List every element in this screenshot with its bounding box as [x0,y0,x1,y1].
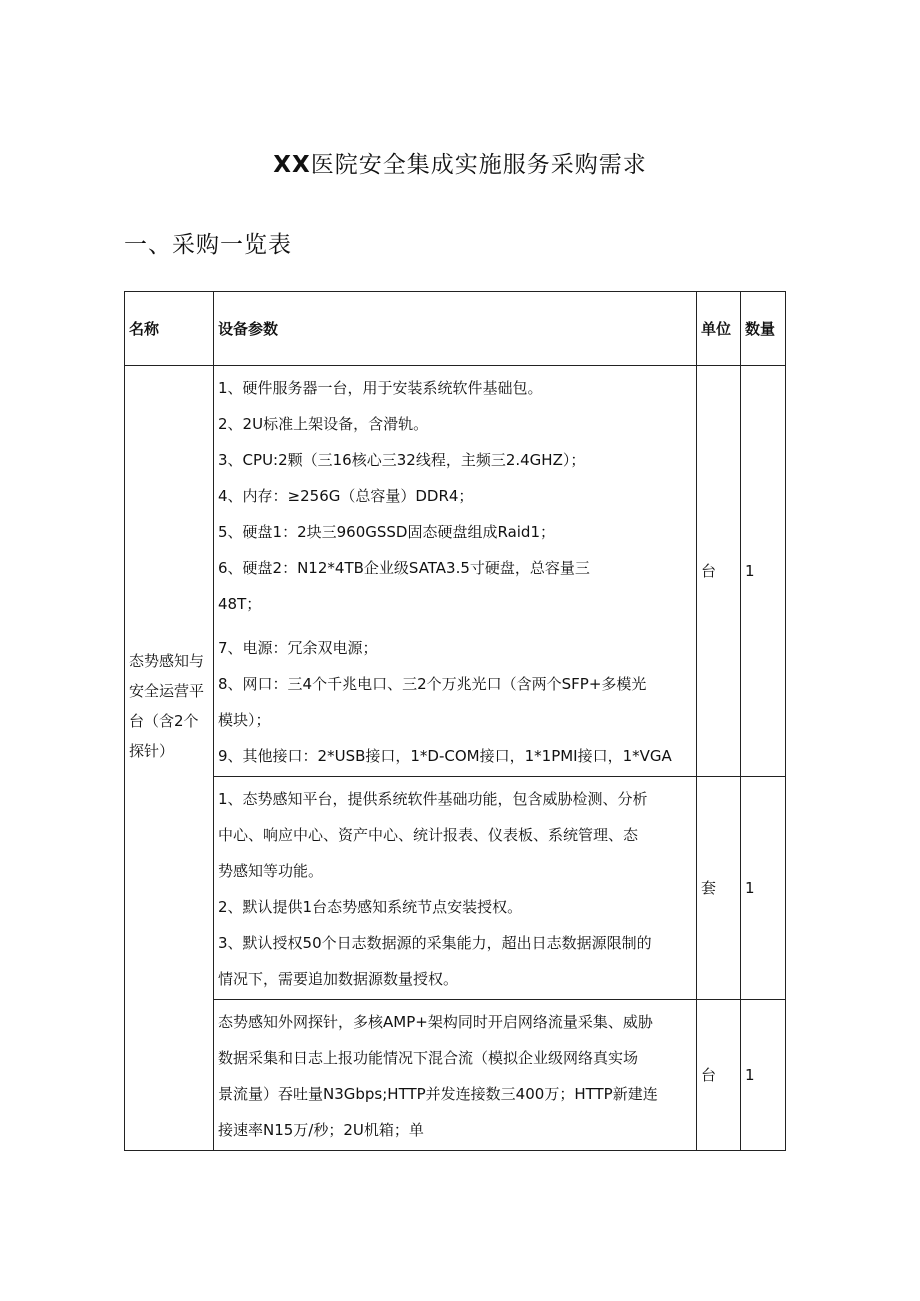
param-line: 中心、响应中心、资产中心、统计报表、仪表板、系统管理、态 [218,826,639,844]
header-row [125,292,786,366]
header-name: 名称 [125,292,214,366]
document-title [0,146,920,179]
title-text: 医院安全集成实施服务采购需求 [310,152,647,178]
param-line: 1、态势感知平台，提供系统软件基础功能，包含威胁检测、分析 [218,790,648,808]
unit-cell: 台 [697,366,741,777]
param-line: 模块）； [218,711,271,729]
param-line: 7、电源：冗余双电源； [218,639,378,657]
table-row [125,366,786,777]
param-line: 数据采集和日志上报功能情况下混合流（模拟企业级网络真实场 [218,1049,639,1067]
qty-cell: 1 [741,777,786,1000]
param-line: 情况下，需要追加数据源数量授权。 [218,970,459,988]
params-cell [214,366,697,777]
header-params: 设备参数 [214,292,697,366]
param-line: 3、默认授权50个日志数据源的采集能力，超出日志数据源限制的 [218,934,652,952]
header-qty: 数量 [741,292,786,366]
group-name-cell: 态势感知与安全运营平台（含2个探针） [125,366,214,1151]
param-line: 景流量）吞吐量N3Gbps;HTTP并发连接数三400万；HTTP新建连 [218,1085,658,1103]
table-row [125,777,786,1000]
param-line: 6、硬盘2：N12*4TB企业级SATA3.5寸硬盘，总容量三 [218,559,590,577]
param-line: 势感知等功能。 [218,862,324,880]
header-unit: 单位 [697,292,741,366]
params-cell [214,1000,697,1151]
procurement-table [124,291,786,1151]
param-line: 2、2U标准上架设备，含滑轨。 [218,415,429,433]
qty-cell: 1 [741,366,786,777]
title-prefix: XX [273,152,311,178]
qty-cell: 1 [741,1000,786,1151]
param-line: 1、硬件服务器一台，用于安装系统软件基础包。 [218,379,543,397]
unit-cell: 套 [697,777,741,1000]
params-cell [214,777,697,1000]
param-line: 态势感知外网探针，多核AMP+架构同时开启网络流量采集、威胁 [218,1013,653,1031]
table-row [125,1000,786,1151]
param-line: 48T； [218,595,262,613]
section-heading: 一、采购一览表 [124,232,292,258]
param-line: 4、内存：≥256G（总容量）DDR4； [218,487,474,505]
param-line: 8、网口：三4个千兆电口、三2个万兆光口（含两个SFP+多模光 [218,675,647,693]
param-line: 3、CPU:2颗（三16核心三32线程，主频三2.4GHZ）； [218,451,586,469]
param-line: 2、默认提供1台态势感知系统节点安装授权。 [218,898,523,916]
param-line: 接速率N15万/秒；2U机箱；单 [218,1121,424,1139]
unit-cell: 台 [697,1000,741,1151]
param-line: 9、其他接口：2*USB接口，1*D-COM接口，1*1PMI接口，1*VGA [218,747,672,765]
param-line: 5、硬盘1：2块三960GSSD固态硬盘组成Raid1； [218,523,555,541]
